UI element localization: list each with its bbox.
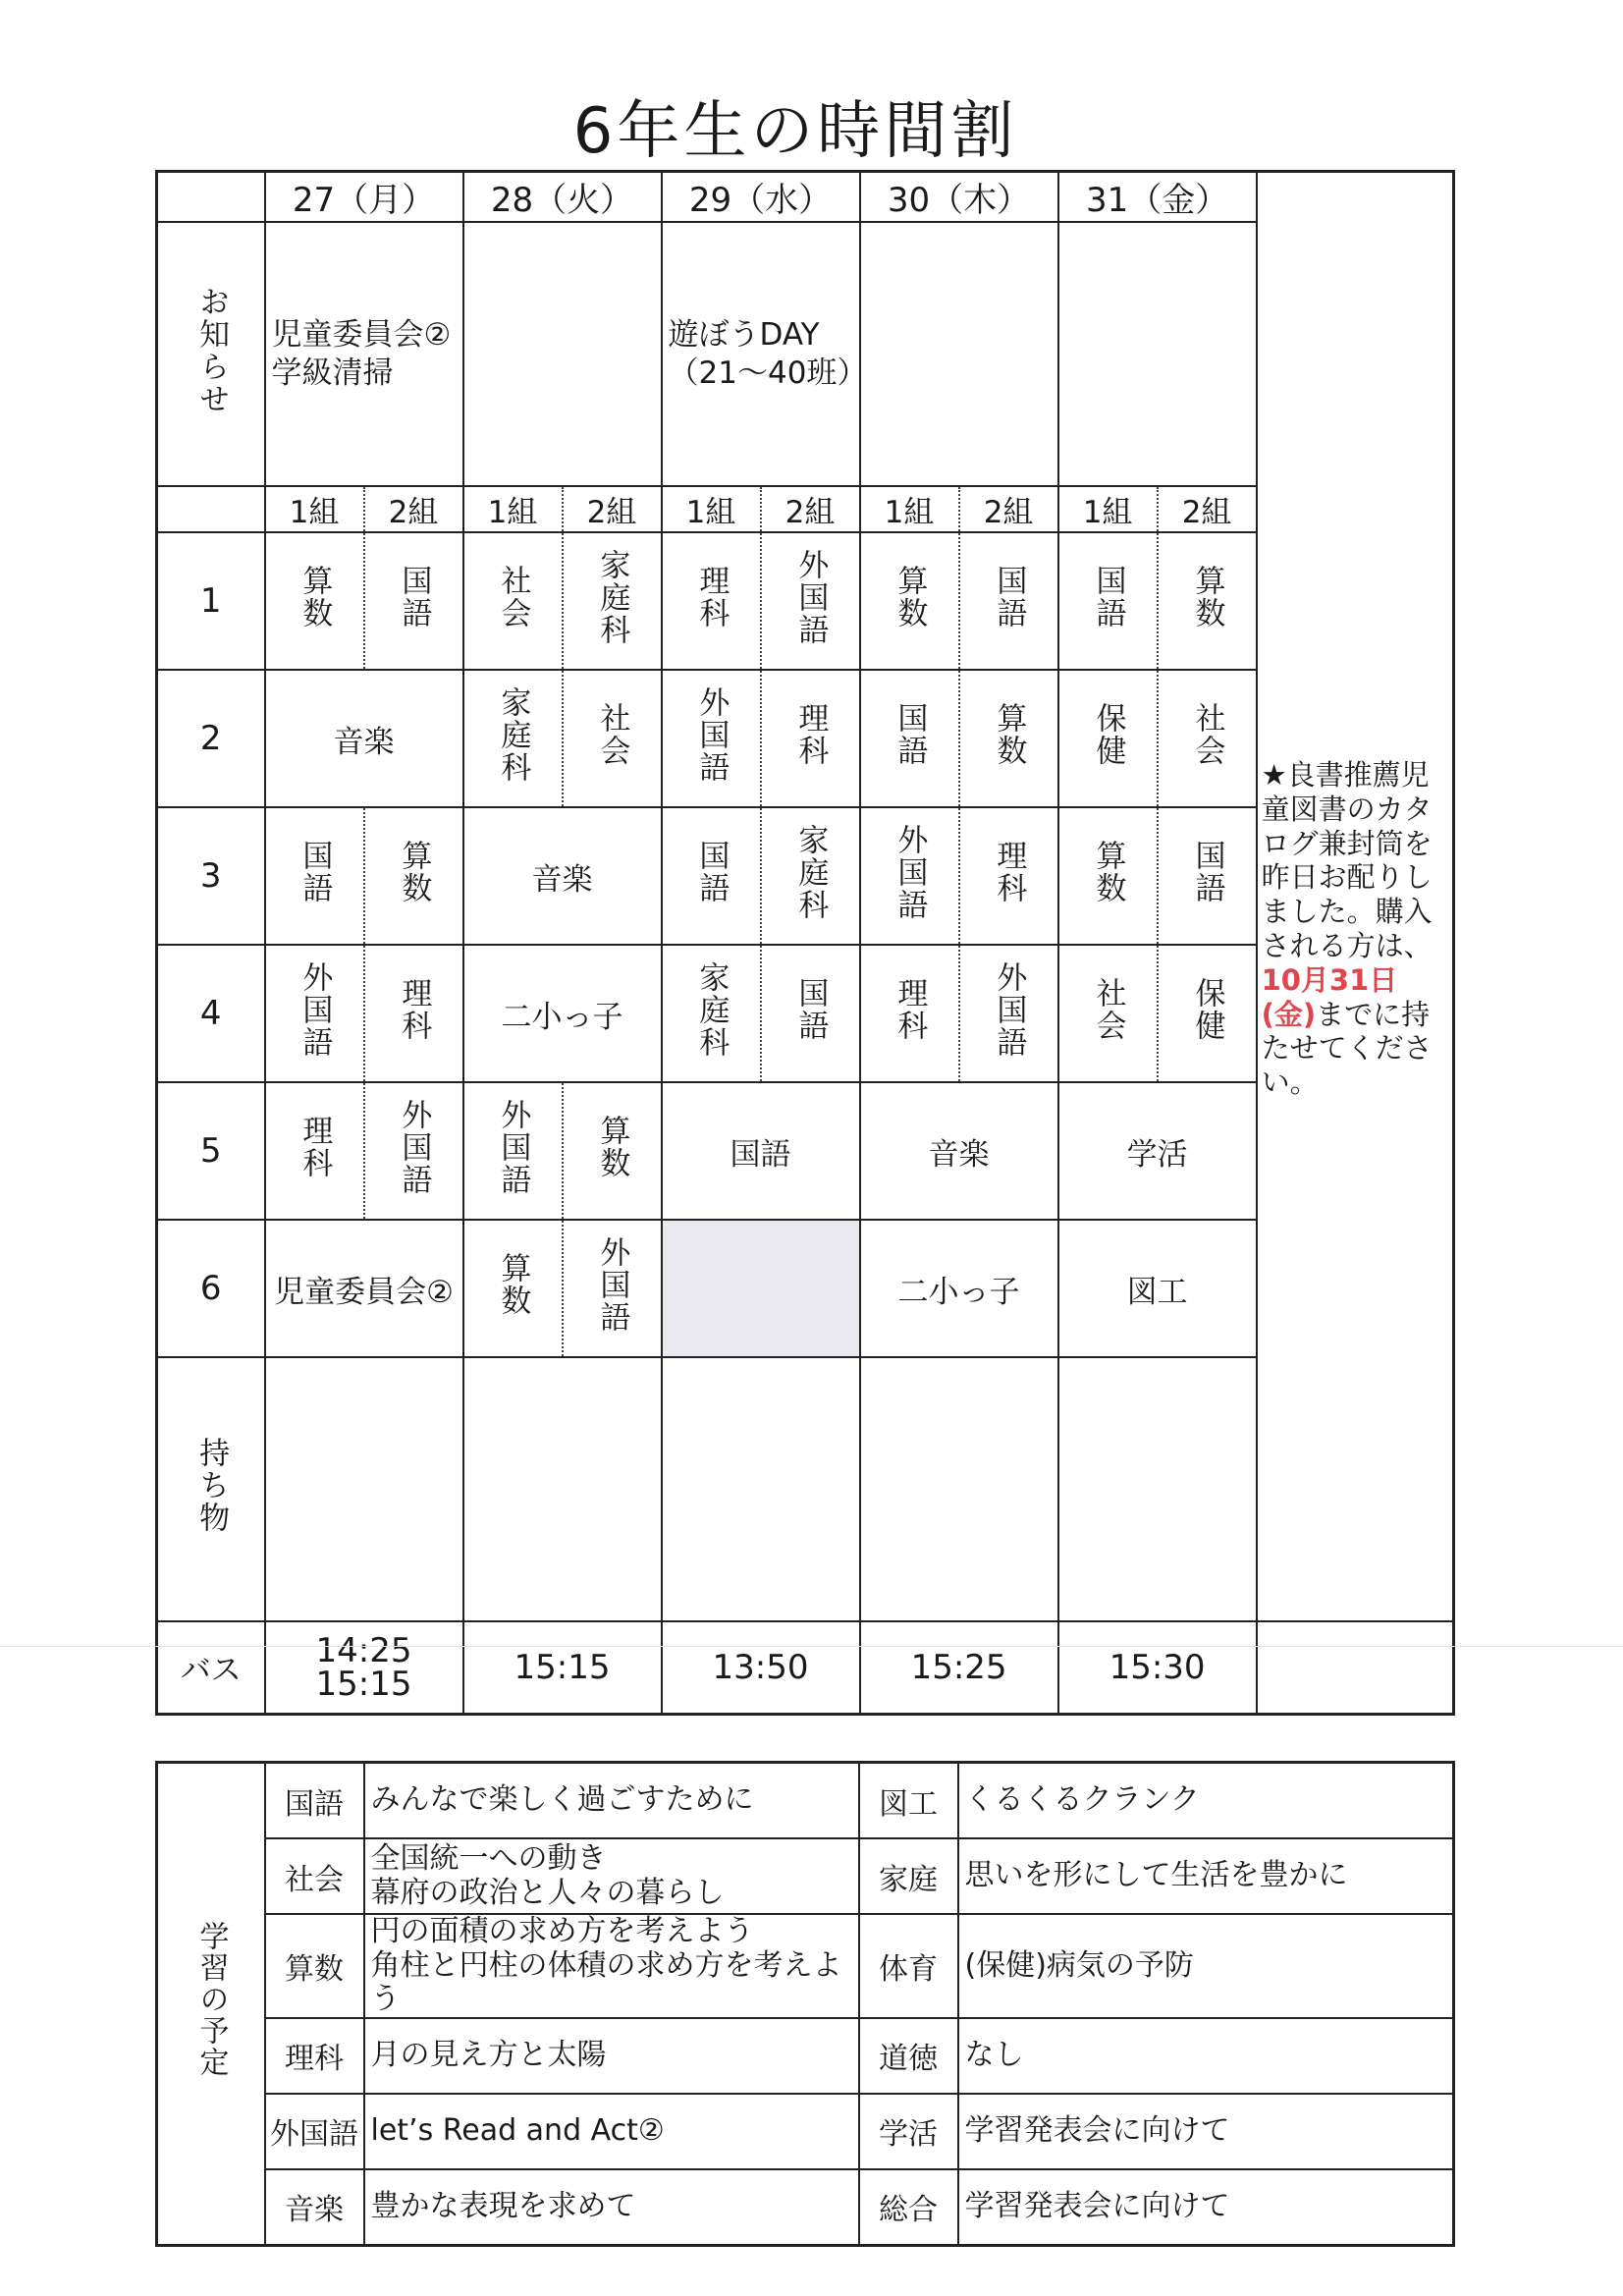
notice-cell bbox=[1058, 222, 1257, 486]
notice-cell: 遊ぼうDAY （21～40班） bbox=[662, 222, 860, 486]
class-cell: 外国語 bbox=[860, 807, 959, 945]
side-note-foot bbox=[1257, 1621, 1454, 1714]
plan-content: みんなで楽しく過ごすために bbox=[364, 1763, 859, 1839]
plan-subject: 音楽 bbox=[265, 2169, 364, 2246]
plan-subject: 外国語 bbox=[265, 2094, 364, 2169]
class-cell: 国語 bbox=[662, 807, 761, 945]
class-cell: 家庭科 bbox=[761, 807, 860, 945]
period-number: 2 bbox=[157, 670, 265, 807]
plan-content: 全国統一への動き 幕府の政治と人々の暮らし bbox=[364, 1838, 859, 1914]
class-cell: 家庭科 bbox=[463, 670, 563, 807]
empty-shaded-cell bbox=[662, 1220, 860, 1357]
plan-content: 豊かな表現を求めて bbox=[364, 2169, 859, 2246]
class-cell: 国語 bbox=[761, 945, 860, 1082]
study-plan-table bbox=[155, 1761, 1455, 2247]
plan-subject: 家庭 bbox=[859, 1838, 958, 1914]
class-cell: 理科 bbox=[959, 807, 1058, 945]
class-cell: 国語 bbox=[959, 532, 1058, 670]
bus-time: 15:30 bbox=[1058, 1621, 1257, 1714]
deadline-highlight: 10月31日(金) bbox=[1261, 962, 1398, 1031]
class-cell-merged: 図工 bbox=[1058, 1220, 1257, 1357]
belongings-label: 持ち物 bbox=[157, 1357, 265, 1621]
bus-time: 15:25 bbox=[860, 1621, 1058, 1714]
class-cell: 社会 bbox=[463, 532, 563, 670]
class-cell: 算数 bbox=[860, 532, 959, 670]
class-cell: 外国語 bbox=[761, 532, 860, 670]
class-cell-merged: 音楽 bbox=[463, 807, 662, 945]
class-cell: 理科 bbox=[662, 532, 761, 670]
class-cell: 保健 bbox=[1158, 945, 1257, 1082]
group-header: 1組 bbox=[1058, 486, 1158, 532]
faint-guide-line bbox=[0, 1646, 1623, 1647]
plan-content: let’s Read and Act② bbox=[364, 2094, 859, 2169]
class-cell: 算数 bbox=[1158, 532, 1257, 670]
class-cell-merged: 音楽 bbox=[860, 1082, 1058, 1220]
period-number: 6 bbox=[157, 1220, 265, 1357]
class-cell-merged: 音楽 bbox=[265, 670, 463, 807]
class-cell: 理科 bbox=[761, 670, 860, 807]
belongings-cell bbox=[662, 1357, 860, 1621]
class-cell: 国語 bbox=[265, 807, 364, 945]
period-number: 4 bbox=[157, 945, 265, 1082]
group-corner bbox=[157, 486, 265, 532]
group-header: 1組 bbox=[662, 486, 761, 532]
class-cell: 算数 bbox=[265, 532, 364, 670]
page-title: 6年生の時間割 bbox=[572, 95, 1018, 168]
class-cell: 算数 bbox=[959, 670, 1058, 807]
class-cell: 外国語 bbox=[662, 670, 761, 807]
group-header: 2組 bbox=[1158, 486, 1257, 532]
side-note: ★良書推薦児童図書のカタログ兼封筒を昨日お配りしました。購入される方は、10月31日(金)までに持たせてください。 bbox=[1261, 758, 1433, 1100]
day-header: 28（火） bbox=[463, 172, 662, 223]
plan-subject: 算数 bbox=[265, 1914, 364, 2018]
plan-subject: 学活 bbox=[859, 2094, 958, 2169]
bus-time: 13:50 bbox=[662, 1621, 860, 1714]
class-cell: 国語 bbox=[1058, 532, 1158, 670]
period-number: 1 bbox=[157, 532, 265, 670]
class-cell: 外国語 bbox=[265, 945, 364, 1082]
notice-cell bbox=[463, 222, 662, 486]
plan-content: くるくるクランク bbox=[958, 1763, 1454, 1839]
class-cell: 国語 bbox=[1158, 807, 1257, 945]
bus-time: 15:15 bbox=[463, 1621, 662, 1714]
class-cell-merged: 二小っ子 bbox=[463, 945, 662, 1082]
class-cell: 算数 bbox=[1058, 807, 1158, 945]
class-cell: 社会 bbox=[1158, 670, 1257, 807]
plan-content: 学習発表会に向けて bbox=[958, 2094, 1454, 2169]
timetable bbox=[155, 170, 1455, 1716]
class-cell: 理科 bbox=[364, 945, 463, 1082]
class-cell: 算数 bbox=[563, 1082, 662, 1220]
group-header: 2組 bbox=[364, 486, 463, 532]
plan-content: 円の面積の求め方を考えよう 角柱と円柱の体積の求め方を考えよう bbox=[364, 1914, 859, 2018]
class-cell: 外国語 bbox=[364, 1082, 463, 1220]
class-cell: 外国語 bbox=[563, 1220, 662, 1357]
period-number: 5 bbox=[157, 1082, 265, 1220]
class-cell: 家庭科 bbox=[563, 532, 662, 670]
plan-content: (保健)病気の予防 bbox=[958, 1914, 1454, 2018]
bus-label: バス bbox=[157, 1621, 265, 1714]
notices-label: お知らせ bbox=[157, 222, 265, 486]
group-header: 2組 bbox=[959, 486, 1058, 532]
class-cell-merged: 児童委員会② bbox=[265, 1220, 463, 1357]
side-note-cell bbox=[1257, 172, 1454, 1622]
plan-subject: 理科 bbox=[265, 2018, 364, 2094]
belongings-cell bbox=[265, 1357, 463, 1621]
notice-cell: 児童委員会② 学級清掃 bbox=[265, 222, 463, 486]
class-cell: 算数 bbox=[463, 1220, 563, 1357]
plan-subject: 道徳 bbox=[859, 2018, 958, 2094]
group-header: 1組 bbox=[860, 486, 959, 532]
class-cell: 国語 bbox=[364, 532, 463, 670]
class-cell: 家庭科 bbox=[662, 945, 761, 1082]
group-header: 1組 bbox=[463, 486, 563, 532]
group-header: 2組 bbox=[761, 486, 860, 532]
class-cell: 社会 bbox=[1058, 945, 1158, 1082]
class-cell: 国語 bbox=[860, 670, 959, 807]
day-header: 30（木） bbox=[860, 172, 1058, 223]
plan-subject: 図工 bbox=[859, 1763, 958, 1839]
class-cell: 社会 bbox=[563, 670, 662, 807]
class-cell: 理科 bbox=[265, 1082, 364, 1220]
plan-content: 学習発表会に向けて bbox=[958, 2169, 1454, 2246]
plan-content: なし bbox=[958, 2018, 1454, 2094]
day-header: 29（水） bbox=[662, 172, 860, 223]
bus-time: 14:25 15:15 bbox=[265, 1621, 463, 1714]
belongings-cell bbox=[463, 1357, 662, 1621]
notice-cell bbox=[860, 222, 1058, 486]
day-header: 27（月） bbox=[265, 172, 463, 223]
period-number: 3 bbox=[157, 807, 265, 945]
class-cell-merged: 国語 bbox=[662, 1082, 860, 1220]
class-cell-merged: 学活 bbox=[1058, 1082, 1257, 1220]
belongings-cell bbox=[1058, 1357, 1257, 1621]
class-cell-merged: 二小っ子 bbox=[860, 1220, 1058, 1357]
group-header: 2組 bbox=[563, 486, 662, 532]
class-cell: 算数 bbox=[364, 807, 463, 945]
belongings-cell bbox=[860, 1357, 1058, 1621]
class-cell: 外国語 bbox=[463, 1082, 563, 1220]
day-header: 31（金） bbox=[1058, 172, 1257, 223]
plan-subject: 体育 bbox=[859, 1914, 958, 2018]
plan-subject: 総合 bbox=[859, 2169, 958, 2246]
group-header: 1組 bbox=[265, 486, 364, 532]
plan-subject: 国語 bbox=[265, 1763, 364, 1839]
plan-content: 思いを形にして生活を豊かに bbox=[958, 1838, 1454, 1914]
class-cell: 保健 bbox=[1058, 670, 1158, 807]
plan-content: 月の見え方と太陽 bbox=[364, 2018, 859, 2094]
class-cell: 理科 bbox=[860, 945, 959, 1082]
class-cell: 外国語 bbox=[959, 945, 1058, 1082]
plan-label: 学習の予定 bbox=[157, 1763, 265, 2246]
corner-cell bbox=[157, 172, 265, 223]
plan-subject: 社会 bbox=[265, 1838, 364, 1914]
